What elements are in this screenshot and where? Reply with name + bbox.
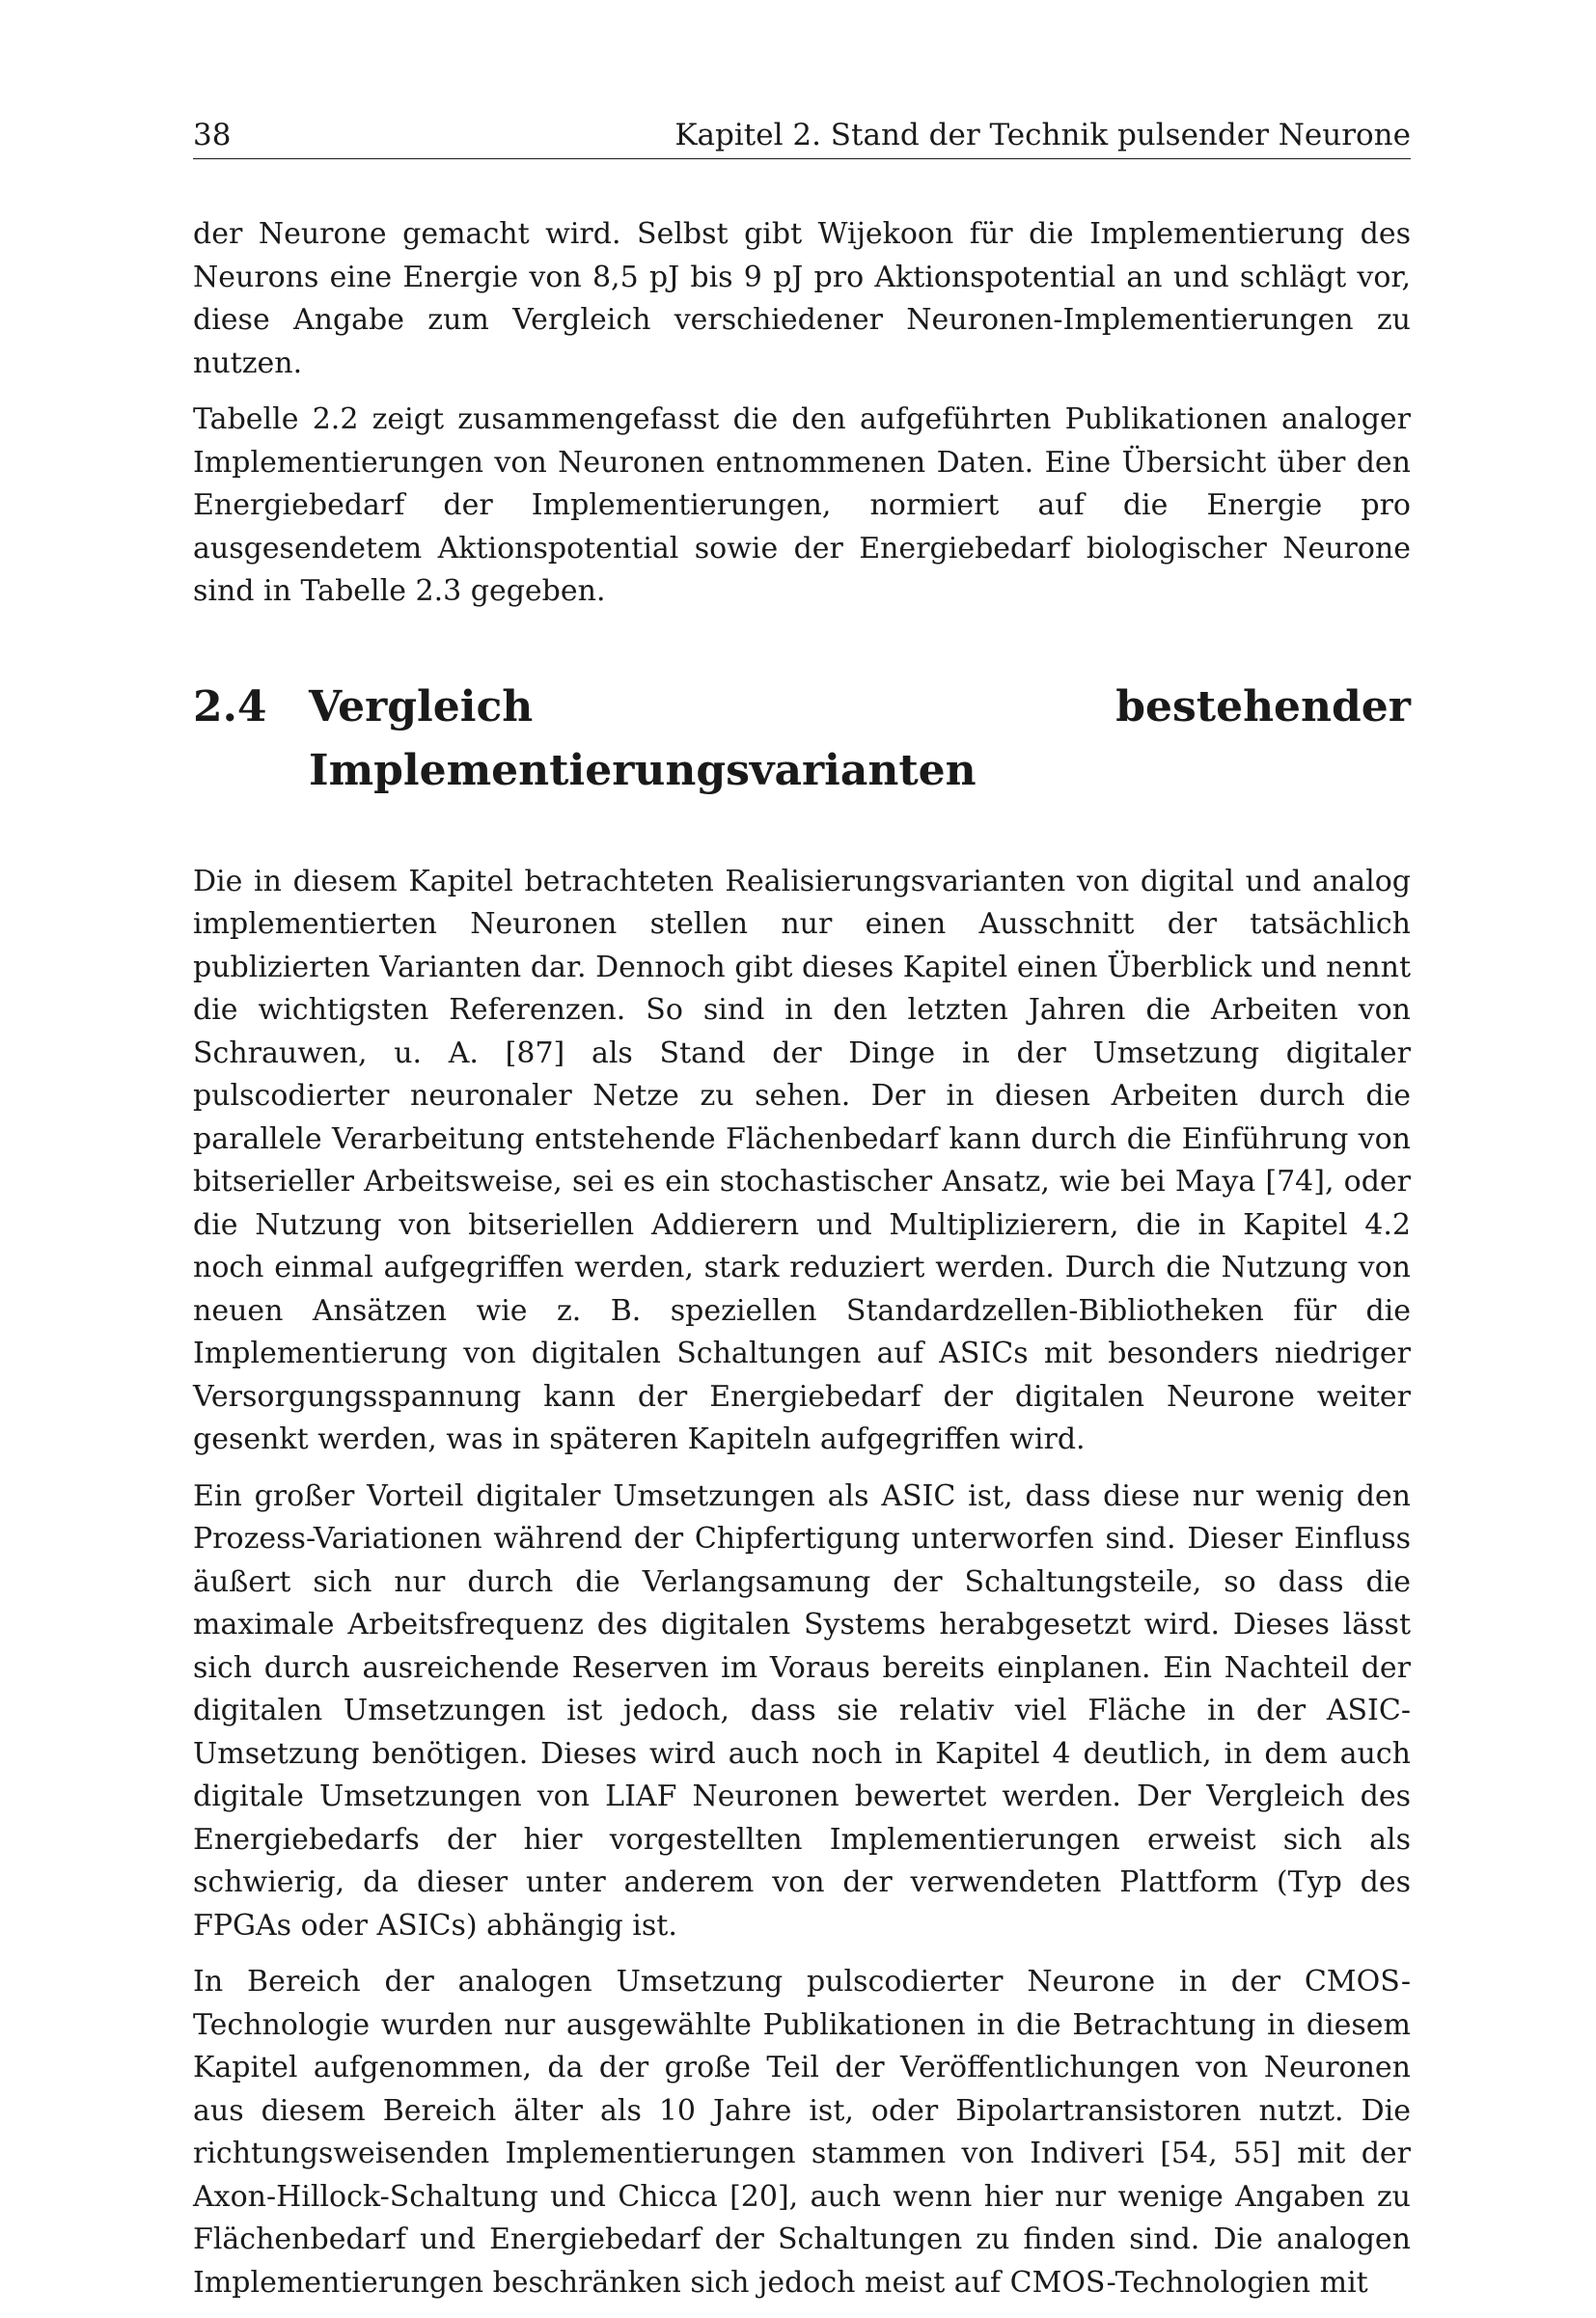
paragraph: Die in diesem Kapitel betrachteten Realisierungsvarianten von digital und analog implementierten Neuronen stellen nur einen Ausschnitt der tatsächlich publizierten Varianten dar. Dennoch gibt dieses Kapitel einen Überblick und nennt die wichtigsten Referenzen. So sind in den letzten Jahren die Arbeiten von Schrauwen, u. A. [87] als Stand der Dinge in der Umsetzung digitaler pulscodierter neuronaler Netze zu sehen. Der in diesen Arbeiten durch die parallele Verarbeitung entstehende Flächenbedarf kann durch die Einführung von bitserieller Arbeitsweise, sei es ein stochastischer Ansatz, wie bei Maya [74], oder die Nutzung von bitseriellen Addierern und Multiplizierern, die in Kapitel 4.2 noch einmal aufgegriffen werden, stark reduziert werden. Durch die Nutzung von neuen Ansätzen wie z. B. speziellen Standardzellen-Bibliotheken für die Implementierung von digitalen Schaltungen auf ASICs mit besonders niedriger Versorgungsspannung kann der Energiebedarf der digitalen Neurone weiter gesenkt werden, was in späteren Kapiteln aufgegriffen wird. <box>193 864 1411 1456</box>
paragraph: In Bereich der analogen Umsetzung pulscodierter Neurone in der CMOS-Technologie wurden nur ausgewählte Publikationen in die Betrachtung in diesem Kapitel aufgenommen, da der große Teil der Veröffentlichungen von Neuronen aus diesem Bereich älter als 10 Jahre ist, oder Bipolartransistoren nutzt. Die richtungsweisenden Implementierungen stammen von Indiveri [54, 55] mit der Axon-Hillock-Schaltung und Chicca [20], auch wenn hier nur wenige Angaben zu Flächenbedarf und Energiebedarf der Schaltungen zu finden sind. Die analogen Implementierungen beschränken sich jedoch meist auf CMOS-Technologien mit <box>193 1965 1411 2300</box>
paragraph: der Neurone gemacht wird. Selbst gibt Wijekoon für die Implementierung des Neurons eine Energie von 8,5 pJ bis 9 pJ pro Aktionspotential an und schlägt vor, diese Angabe zum Vergleich verschiedener Neuronen-Implementierungen zu nutzen. <box>193 217 1411 380</box>
paragraph: Tabelle 2.2 zeigt zusammengefasst die den aufgeführten Publikationen analoger Implementierungen von Neuronen entnommenen Daten. Eine Übersicht über den Energiebedarf der Implementierungen, normiert auf die Energie pro ausgesendetem Aktionspotential sowie der Energiebedarf biologischer Neurone sind in Tabelle 2.3 gegeben. <box>193 402 1411 608</box>
paragraph: Ein großer Vorteil digitaler Umsetzungen als ASIC ist, dass diese nur wenig den Prozess-Variationen während der Chipfertigung unterworfen sind. Dieser Einfluss äußert sich nur durch die Verlangsamung der Schaltungsteile, so dass die maximale Arbeitsfrequenz des digitalen Systems herabgesetzt wird. Dieses lässt sich durch ausreichende Reserven im Voraus bereits einplanen. Ein Nachteil der digitalen Umsetzungen ist jedoch, dass sie relativ viel Fläche in der ASIC-Umsetzung benötigen. Dieses wird auch noch in Kapitel 4 deutlich, in dem auch digitale Umsetzungen von LIAF Neuronen bewertet werden. Der Vergleich des Energiebedarfs der hier vorgestellten Implementierungen erweist sich als schwierig, da dieser unter anderem von der verwendeten Plattform (Typ des FPGAs oder ASICs) abhängig ist. <box>193 1478 1411 1943</box>
page-number: 38 <box>193 118 232 152</box>
section-title: Vergleich bestehender Implementierungsvarianten <box>309 681 1411 795</box>
document-page <box>193 116 1411 2318</box>
running-header <box>193 116 1411 159</box>
section-heading <box>193 676 1411 803</box>
body-text <box>193 213 1411 2304</box>
section-number: 2.4 <box>193 681 267 731</box>
chapter-title: Kapitel 2. Stand der Technik pulsender Neurone <box>674 118 1411 152</box>
